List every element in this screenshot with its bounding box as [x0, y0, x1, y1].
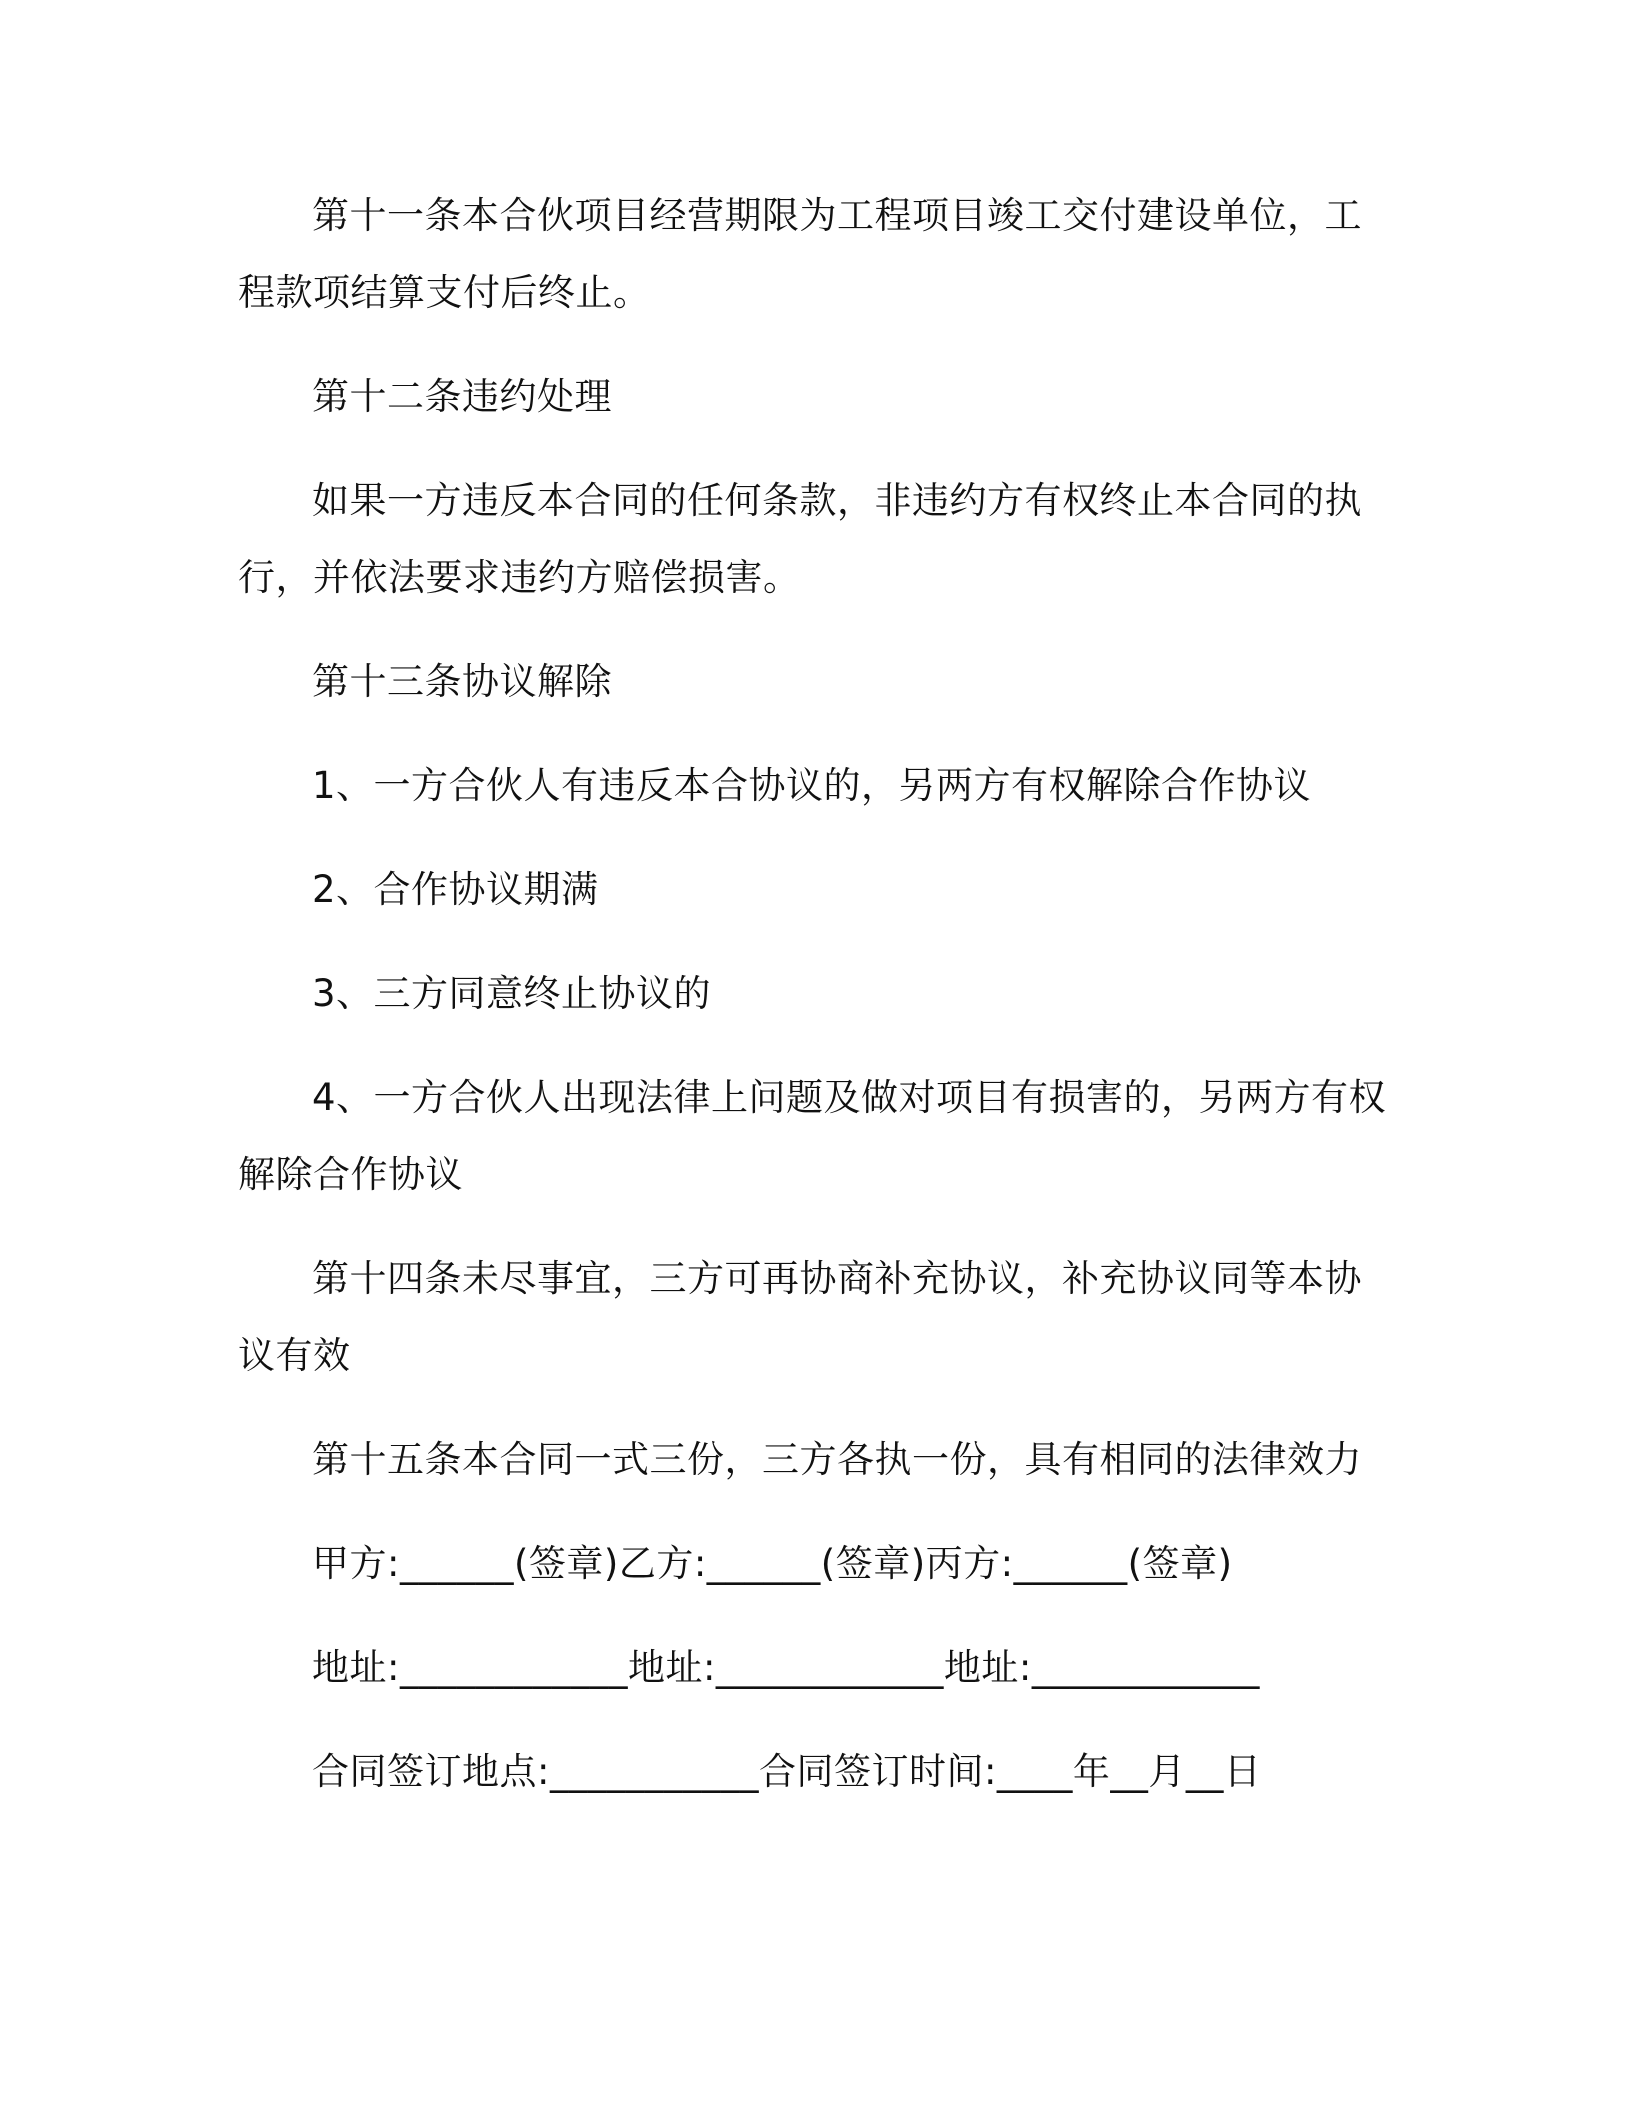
article-15-line-1: 第十五条本合同一式三份，三方各执一份，具有相同的法律效力	[312, 1438, 1362, 1481]
article-14-line-2: 议有效	[238, 1334, 351, 1377]
article-13-item-2: 2、合作协议期满	[312, 868, 599, 911]
signature-place-time-line: 合同签订地点:___________合同签订时间:____年__月__日	[312, 1750, 1262, 1793]
article-13-heading: 第十三条协议解除	[312, 660, 612, 703]
article-12-line-2: 行，并依法要求违约方赔偿损害。	[238, 556, 801, 599]
article-12-line-1: 如果一方违反本合同的任何条款，非违约方有权终止本合同的执	[312, 479, 1362, 522]
article-13-item-3: 3、三方同意终止协议的	[312, 972, 712, 1015]
article-11-line-1: 第十一条本合伙项目经营期限为工程项目竣工交付建设单位，工	[312, 194, 1362, 237]
article-13-item-4-line-1: 4、一方合伙人出现法律上问题及做对项目有损害的，另两方有权	[312, 1076, 1387, 1119]
signature-parties-line: 甲方:______(签章)乙方:______(签章)丙方:______(签章)	[312, 1542, 1233, 1585]
article-12-heading: 第十二条违约处理	[312, 375, 612, 418]
article-14-line-1: 第十四条未尽事宜，三方可再协商补充协议，补充协议同等本协	[312, 1257, 1362, 1300]
signature-address-line: 地址:____________地址:____________地址:____________	[312, 1646, 1260, 1689]
article-11-line-2: 程款项结算支付后终止。	[238, 271, 651, 314]
article-13-item-4-line-2: 解除合作协议	[238, 1153, 463, 1196]
article-13-item-1: 1、一方合伙人有违反本合协议的，另两方有权解除合作协议	[312, 764, 1312, 807]
